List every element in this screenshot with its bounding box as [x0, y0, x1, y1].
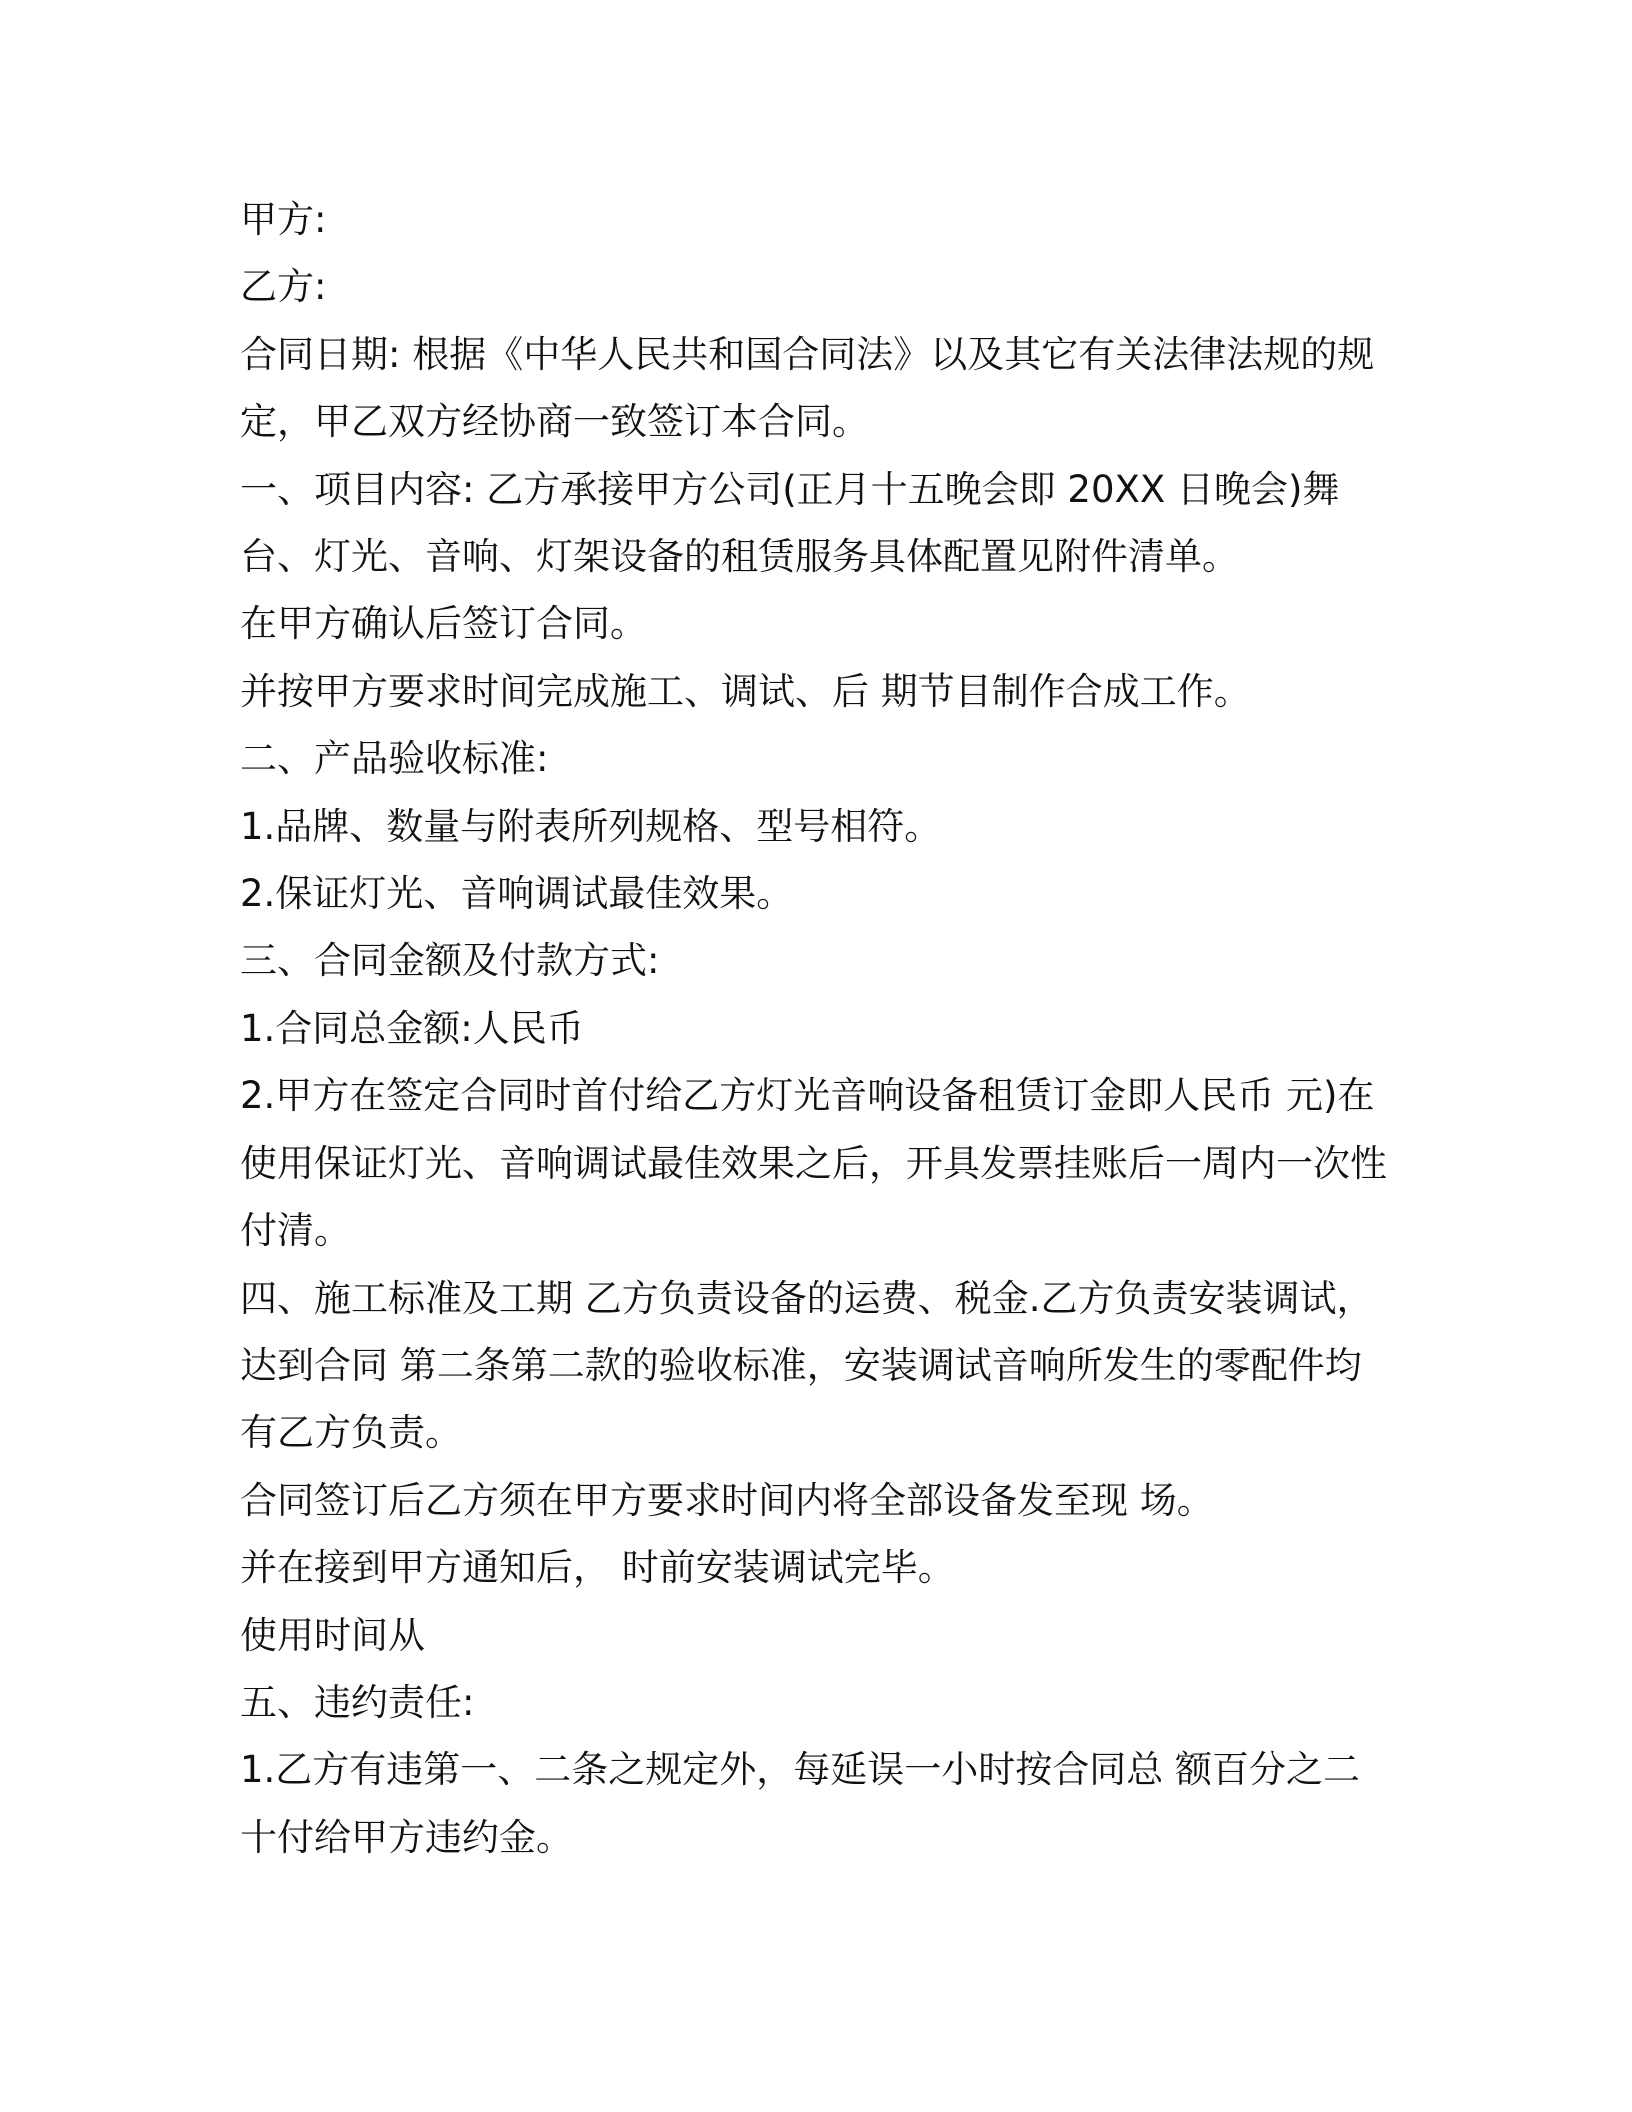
- confirm-sign-line: 在甲方确认后签订合同。: [240, 602, 647, 646]
- section-2-item-2: 2.保证灯光、音响调试最佳效果。: [240, 872, 794, 916]
- section-4-paragraph: 四、施工标准及工期 乙方负责设备的运费、税金.乙方负责安装调试，达到合同 第二条第二款的验收标准，安装调试音响所发生的零配件均有乙方负责。: [240, 1276, 1374, 1455]
- section-2-heading: 二、产品验收标准:: [240, 737, 549, 781]
- complete-work-line: 并按甲方要求时间完成施工、调试、后 期节目制作合成工作。: [240, 669, 1251, 713]
- section-5-heading: 五、违约责任:: [240, 1680, 475, 1724]
- section-1-project-content: 一、项目内容: 乙方承接甲方公司(正月十五晚会即 20XX 日晚会)舞台、灯光、音响、灯架设备的租赁服务具体配置见附件清单。: [240, 467, 1340, 579]
- section-5-item-1: 1.乙方有违第一、二条之规定外，每延误一小时按合同总 额百分之二十付给甲方违约金。: [240, 1748, 1361, 1859]
- section-2-item-1: 1.品牌、数量与附表所列规格、型号相符。: [240, 804, 942, 848]
- section-3-heading: 三、合同金额及付款方式:: [240, 939, 660, 983]
- party-a-line: 甲方:: [240, 198, 327, 241]
- install-line: 并在接到甲方通知后， 时前安装调试完毕。: [240, 1546, 955, 1590]
- section-3-item-1: 1.合同总金额:人民币: [240, 1006, 584, 1050]
- contract-body: [240, 186, 1390, 1871]
- delivery-line: 合同签订后乙方须在甲方要求时间内将全部设备发至现 场。: [240, 1478, 1214, 1522]
- usage-time-line: 使用时间从: [240, 1613, 425, 1657]
- party-b-line: 乙方:: [240, 265, 327, 309]
- contract-date-paragraph: 合同日期: 根据《中华人民共和国合同法》以及其它有关法律法规的规定，甲乙双方经协商一致签订本合同。: [240, 332, 1375, 444]
- section-3-item-2: 2.甲方在签定合同时首付给乙方灯光音响设备租赁订金即人民币 元)在使用保证灯光、音响调试最佳效果之后，开具发票挂账后一周内一次性付清。: [240, 1074, 1387, 1253]
